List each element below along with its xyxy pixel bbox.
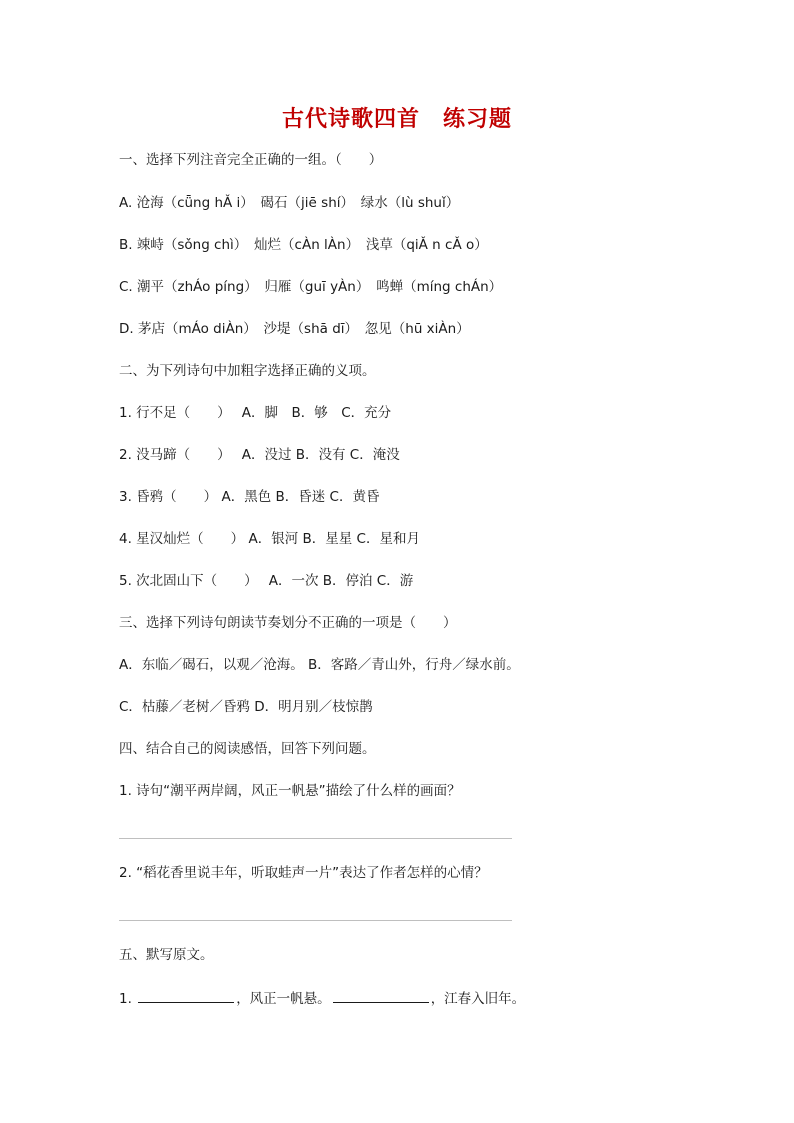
page-title: 古代诗歌四首 练习题 [281,106,512,132]
q1-option-a: A. 沧海（cǖng hǍ i） 碣石（jiē shí） 绿水（lù shuǐ） [119,195,460,211]
q5-text-1: ，风正一帆悬。 [236,991,331,1007]
fill-blank-2 [333,988,429,1003]
q5-text-2: ，江春入旧年。 [430,991,526,1007]
q5-item-1 [119,988,525,1008]
q1-option-b: B. 竦峙（sǒng chì） 灿烂（cÀn lÀn） 浅草（qiǍ n cǍ o） [119,237,488,253]
q4-item-2: 2. “稻花香里说丰年，听取蛙声一片”表达了作者怎样的心情？ [119,865,488,881]
q4-answer-line-2 [119,920,512,921]
q3-option-cd: C．枯藤／老树／昏鸦 D．明月别／枝惊鹊 [119,699,373,715]
q5-heading: 五、默写原文。 [119,947,214,963]
q2-heading: 二、为下列诗句中加粗字选择正确的义项。 [119,363,376,379]
q3-option-ab: A．东临／碣石，以观／沧海。 B．客路／青山外，行舟／绿水前。 [119,657,520,673]
q3-heading: 三、选择下列诗句朗读节奏划分不正确的一项是（ ） [119,615,457,631]
q2-item-1: 1. 行不足（ ） A．脚 B．够 C．充分 [119,405,392,421]
q4-item-1: 1. 诗句“潮平两岸阔，风正一帆悬”描绘了什么样的画面？ [119,783,461,799]
q2-item-5: 5. 次北固山下（ ） A．一次 B．停泊 C．游 [119,573,414,589]
q2-item-3: 3. 昏鸦（ ） A．黑色 B．昏迷 C．黄昏 [119,489,380,505]
fill-blank-1 [138,988,234,1003]
q1-heading: 一、选择下列注音完全正确的一组。（ ） [119,152,383,168]
q5-item-number: 1. [119,991,132,1007]
q4-answer-line-1 [119,838,512,839]
q1-option-c: C. 潮平（zhÁo píng） 归雁（guī yÀn） 鸣蝉（míng chÁn） [119,279,503,295]
q2-item-2: 2. 没马蹄（ ） A．没过 B．没有 C．淹没 [119,447,400,463]
q2-item-4: 4. 星汉灿烂（ ） A．银河 B．星星 C．星和月 [119,531,420,547]
q1-option-d: D. 茅店（mÁo diÀn） 沙堤（shā dī） 忽见（hū xiÀn） [119,321,470,337]
q4-heading: 四、结合自己的阅读感悟，回答下列问题。 [119,741,376,757]
